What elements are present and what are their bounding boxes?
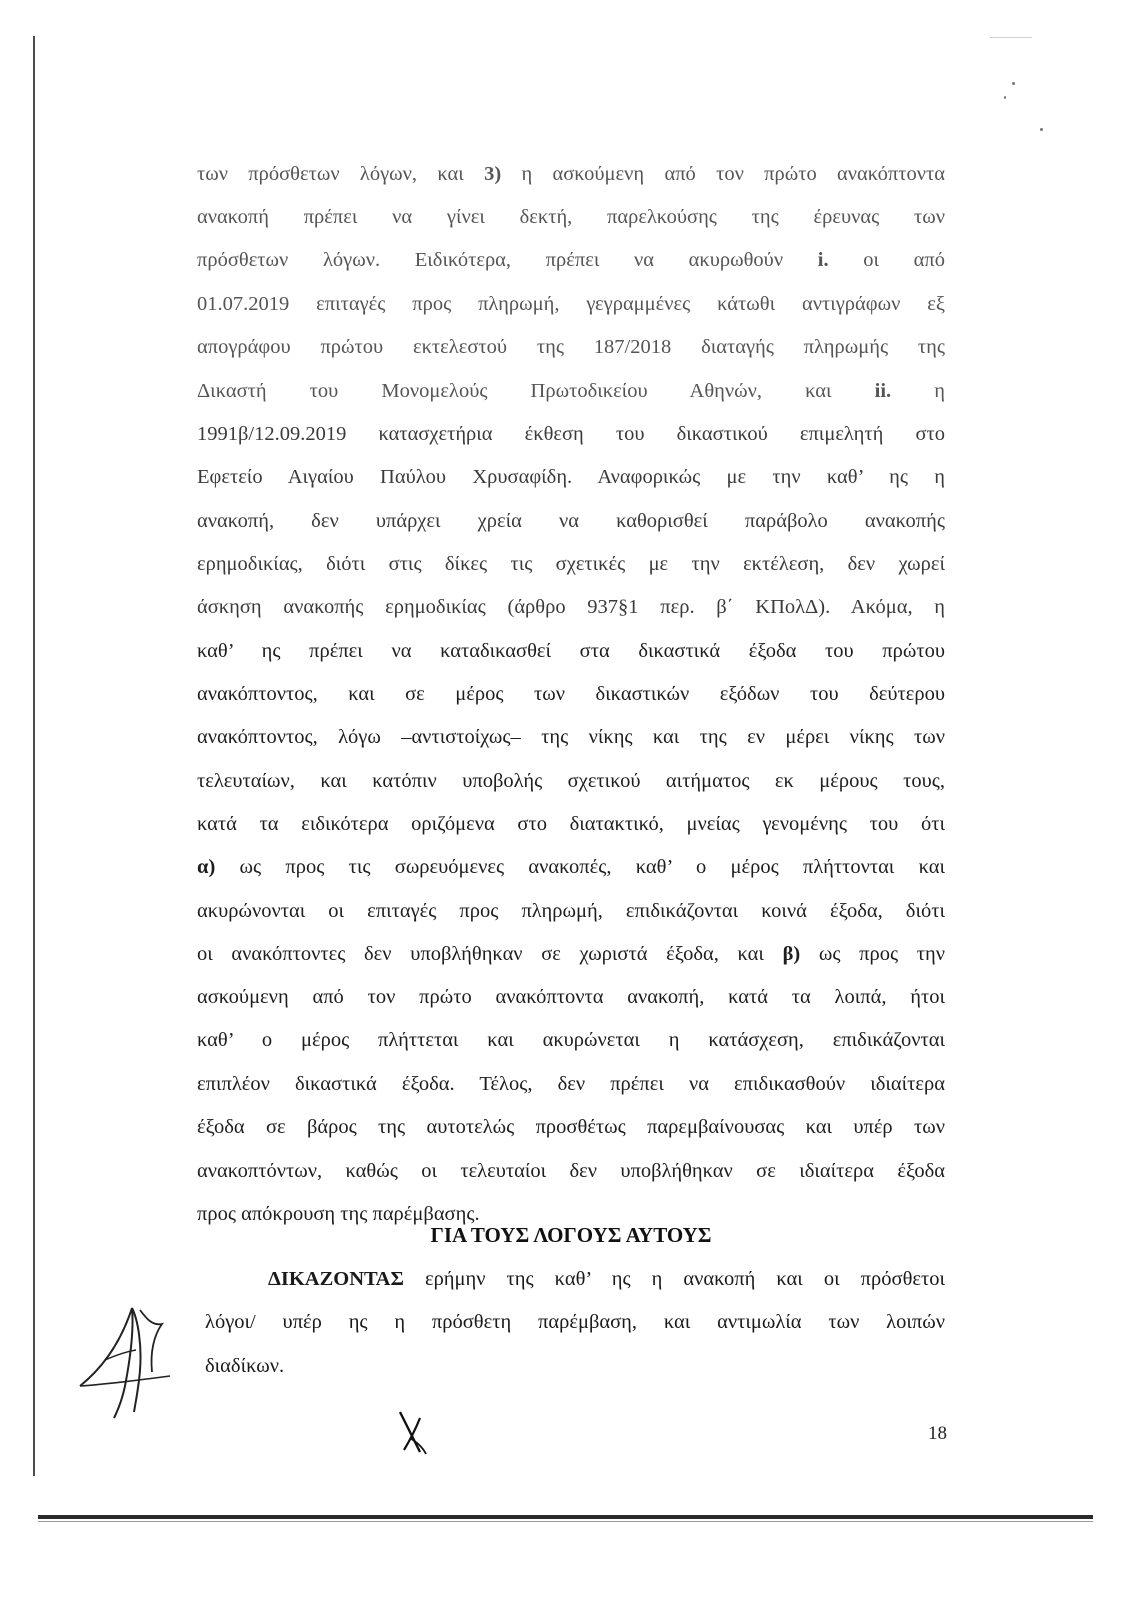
signature-left [70, 1290, 190, 1430]
footer-rule-thin [38, 1521, 1093, 1522]
body-line [197, 853, 945, 881]
text-segment: καθ’ ο μέρος πλήττεται και ακυρώνεται η κατάσχεση, επιδικάζονται [197, 1029, 945, 1051]
scan-speck [1004, 96, 1006, 99]
body-line [197, 420, 945, 448]
body-line [197, 810, 945, 838]
text-segment: καθ’ ης πρέπει να καταδικασθεί στα δικαστικά έξοδα του πρώτου [197, 640, 945, 662]
text-segment: ανακόπτοντος, λόγω –αντιστοίχως– της νίκης και της εν μέρει νίκης των [197, 726, 945, 748]
text-segment: ερημοδικίας, διότι στις δίκες τις σχετικές με την εκτέλεση, δεν χωρεί [197, 553, 945, 575]
bold-marker: i. [817, 249, 829, 271]
body-line [197, 637, 945, 665]
text-segment: τελευταίων, και κατόπιν υποβολής σχετικού αιτήματος εκ μέρους τους, [197, 770, 945, 792]
text-segment: ως προς την [800, 943, 946, 965]
text-segment: Εφετείο Αιγαίου Παύλου Χρυσαφίδη. Αναφορικώς με την καθ’ ης η [197, 466, 945, 488]
text-segment: λόγοι/ υπέρ ης η πρόσθετη παρέμβαση, και αντιμωλία των λοιπών [205, 1311, 945, 1333]
text-segment: ανακόπτοντος, και σε μέρος των δικαστικών εξόδων του δεύτερου [197, 683, 945, 705]
bold-marker: α) [197, 856, 216, 878]
body-line [197, 940, 945, 968]
text-segment: η ασκούμενη από τον πρώτο ανακόπτοντα [501, 163, 945, 185]
text-segment: ερήμην της καθ’ ης η ανακοπή και οι πρόσθετοι [403, 1268, 945, 1290]
scan-speck [1012, 82, 1015, 85]
text-segment: έξοδα σε βάρος της αυτοτελώς προσθέτως παρεμβαίνουσας και υπέρ των [197, 1116, 945, 1138]
body-line [197, 550, 945, 578]
text-segment: επιπλέον δικαστικά έξοδα. Τέλος, δεν πρέπει να επιδικασθούν ιδιαίτερα [197, 1073, 945, 1095]
text-segment: ως προς τις σωρευόμενες ανακοπές, καθ’ ο μέρος πλήττονται και [215, 856, 945, 878]
bold-marker: 3) [484, 163, 502, 185]
body-line [197, 246, 945, 274]
bold-keyword: ΔΙΚΑΖΟΝΤΑΣ [268, 1268, 404, 1290]
bold-marker: ii. [874, 380, 892, 402]
scan-speck [1040, 128, 1043, 131]
text-segment: Δικαστή του Μονομελούς Πρωτοδικείου Αθηνών, και [197, 380, 875, 402]
text-segment: διαδίκων. [205, 1355, 285, 1377]
body-line [197, 290, 945, 318]
text-segment: κατά τα ειδικότερα οριζόμενα στο διατακτικό, μνείας γενομένης του ότι [197, 813, 945, 835]
body-line [197, 333, 945, 361]
text-segment: η [891, 380, 945, 402]
text-segment: πρόσθετων λόγων. Ειδικότερα, πρέπει να ακυρωθούν [197, 249, 818, 271]
body-line [197, 983, 945, 1011]
body-line [197, 1157, 945, 1185]
body-line [197, 507, 945, 535]
text-segment: ασκούμενη από τον πρώτο ανακόπτοντα ανακοπή, κατά τα λοιπά, ήτοι [197, 986, 945, 1008]
text-segment: ακυρώνονται οι επιταγές προς πληρωμή, επιδικάζονται κοινά έξοδα, διότι [197, 900, 945, 922]
text-segment: οι ανακόπτοντες δεν υποβλήθηκαν σε χωριστά έξοδα, και [197, 943, 783, 965]
text-segment: ανακοπή πρέπει να γίνει δεκτή, παρελκούσης της έρευνας των [197, 206, 945, 228]
text-segment: των πρόσθετων λόγων, και [197, 163, 485, 185]
body-line [197, 160, 945, 188]
text-segment: 1991β/12.09.2019 κατασχετήρια έκθεση του δικαστικού επιμελητή στο [197, 423, 945, 445]
body-line [197, 680, 945, 708]
body-line [197, 1070, 945, 1098]
text-segment: 01.07.2019 επιταγές προς πληρωμή, γεγραμμένες κάτωθι αντιγράφων εξ [197, 293, 945, 315]
bold-marker: β) [782, 943, 801, 965]
body-line [197, 1026, 945, 1054]
decision-line [205, 1352, 505, 1380]
section-heading: ΓΙΑ ΤΟΥΣ ΛΟΓΟΥΣ ΑΥΤΟΥΣ [430, 1223, 712, 1247]
top-scan-rule [990, 37, 1032, 38]
text-segment: ανακοπτόντων, καθώς οι τελευταίοι δεν υποβλήθηκαν σε ιδιαίτερα έξοδα [197, 1160, 945, 1182]
body-line [197, 203, 945, 231]
body-line [197, 897, 945, 925]
text-segment: απογράφου πρώτου εκτελεστού της 187/2018 διαταγής πληρωμής της [197, 336, 945, 358]
text-segment: οι από [828, 249, 945, 271]
text-segment: ανακοπή, δεν υπάρχει χρεία να καθορισθεί παράβολο ανακοπής [197, 510, 945, 532]
body-line [197, 377, 945, 405]
page-number: 18 [928, 1423, 947, 1444]
decision-line [268, 1265, 945, 1293]
body-line [197, 723, 945, 751]
decision-line [205, 1308, 945, 1336]
text-segment: άσκηση ανακοπής ερημοδικίας (άρθρο 937§1 περ. β΄ ΚΠολΔ). Ακόμα, η [197, 596, 945, 618]
initials-mark [396, 1408, 436, 1458]
body-line [197, 463, 945, 491]
text-segment: προς απόκρουση της παρέμβασης. [197, 1203, 480, 1225]
footer-rule [38, 1515, 1093, 1519]
left-margin-line [33, 36, 35, 1476]
body-line [197, 593, 945, 621]
body-line [197, 1113, 945, 1141]
body-line [197, 767, 945, 795]
